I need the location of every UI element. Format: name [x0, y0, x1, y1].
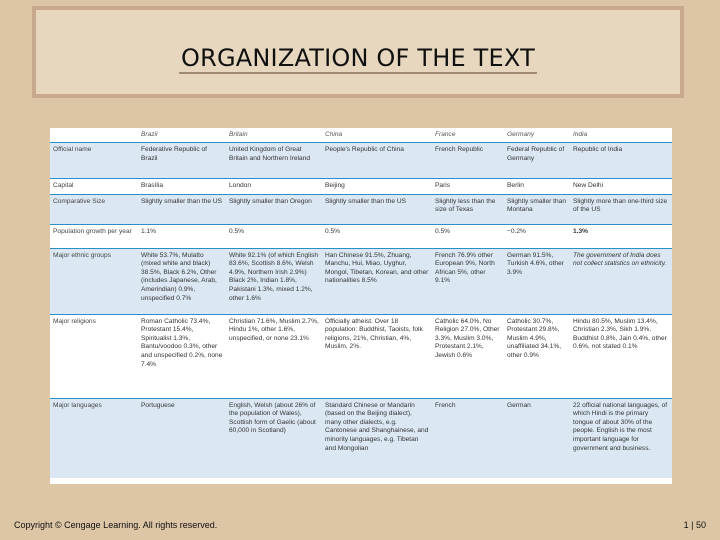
table-cell: Brasília [138, 179, 226, 195]
table-row [50, 224, 672, 248]
table-row [50, 248, 672, 314]
row-label: Major religions [50, 314, 138, 398]
table-cell: Slightly smaller than the US [138, 194, 226, 224]
table-cell: 22 official national languages, of which Hindi is the primary tongue of about 30% of the people. English is the most important language for government and business. [570, 398, 672, 478]
table-cell: 0.5% [226, 224, 322, 248]
table-cell: 1.3% [570, 224, 672, 248]
table-cell: Federal Republic of Germany [504, 143, 570, 179]
table-cell: White 53.7%, Mulatto (mixed white and black) 38.5%, Black 6.2%, Other (includes Japanese, Arab, Amerindian) 0.9%, unspecified 0.7% [138, 248, 226, 314]
table-row [50, 314, 672, 398]
table-row [50, 179, 672, 195]
table-cell: −0.2% [504, 224, 570, 248]
title-frame [32, 6, 684, 98]
table-cell: French [432, 398, 504, 478]
row-label: Major ethnic groups [50, 248, 138, 314]
table-cell: Slightly less than the size of Texas [432, 194, 504, 224]
table-cell: French Republic [432, 143, 504, 179]
row-label: Official name [50, 143, 138, 179]
header-cell: Germany [507, 130, 535, 138]
country-comparison-table [50, 128, 672, 484]
table-cell: White 92.1% (of which English 83.6%, Scottish 8.6%, Welsh 4.9%, Northern Irish 2.9%) Black 2%, Indian 1.8%, Pakistani 1.3%, mixed 1.2%, other 1.6% [226, 248, 322, 314]
table-cell: Slightly smaller than Montana [504, 194, 570, 224]
table-cell: 0.5% [432, 224, 504, 248]
header-cell [50, 128, 138, 143]
table-cell: English, Welsh (about 26% of the population of Wales), Scottish form of Gaelic (about 60,000 in Scotland) [226, 398, 322, 478]
table-cell: Officially atheist. Over 18 population: Buddhist, Taoists, folk religions, 21%, Christian, 4%, Muslim, 2%. [322, 314, 432, 398]
slide-title [36, 44, 680, 72]
table-cell: Standard Chinese or Mandarin (based on the Beijing dialect), many other dialects, e.g. Cantonese and Shanghainese, and minority languages, e.g. Tibetan and Mongolian [322, 398, 432, 478]
row-label: Population growth per year [50, 224, 138, 248]
header-cell: France [435, 130, 456, 138]
table-cell: Berlin [504, 179, 570, 195]
table-cell: Hindu 80.5%, Muslim 13.4%, Christian 2.3%, Sikh 1.9%, Buddhist 0.8%, Jain 0.4%, other 0.6%, not stated 0.1% [570, 314, 672, 398]
table-cell: The government of India does not collect statistics on ethnicity. [570, 248, 672, 314]
row-label: Capital [50, 179, 138, 195]
table-cell: Slightly smaller than the US [322, 194, 432, 224]
table-cell: Christian 71.6%, Muslim 2.7%, Hindu 1%, other 1.6%, unspecified, or none 23.1% [226, 314, 322, 398]
comparison-table [50, 128, 672, 478]
table-cell: German 91.5%, Turkish 4.6%, other 3.9% [504, 248, 570, 314]
table-cell: Han Chinese 91.5%, Zhuang, Manchu, Hui, Miao, Uyghur, Mongol, Tibetan, Korean, and other nationalities 8.5% [322, 248, 432, 314]
table-row [50, 398, 672, 478]
row-label: Comparative Size [50, 194, 138, 224]
table-cell: Federative Republic of Brazil [138, 143, 226, 179]
page-number: 1 | 50 [683, 520, 706, 530]
table-cell: 1.1% [138, 224, 226, 248]
table-cell: German [504, 398, 570, 478]
table-cell: Slightly smaller than Oregon [226, 194, 322, 224]
header-cell: China [325, 130, 343, 138]
table-header-row [50, 128, 672, 143]
row-label: Major languages [50, 398, 138, 478]
slide-title-text: ORGANIZATION OF THE TEXT [181, 44, 535, 72]
table-cell: French 76.9% other European 9%, North African 5%, other 9.1% [432, 248, 504, 314]
table-cell: Slightly more than one-third size of the US [570, 194, 672, 224]
table-cell: Portuguese [138, 398, 226, 478]
table-cell: Catholic 30.7%, Protestant 29.8%, Muslim 4.9%, unaffiliated 34.1%, other 0.9% [504, 314, 570, 398]
table-cell: Republic of India [570, 143, 672, 179]
table-cell: 0.5% [322, 224, 432, 248]
table-cell: Roman Catholic 73.4%, Protestant 15.4%, Spiritualist 1.3%, Bantu/voodoo 0.3%, other and unspecified 0.2%, none 7.4% [138, 314, 226, 398]
header-cell: India [573, 130, 588, 138]
table-cell: Catholic 64.0%, No Religion 27.0%, Other 3.3%, Muslim 3.0%, Protestant 2.1%, Jewish 0.6% [432, 314, 504, 398]
copyright-notice: Copyright © Cengage Learning. All rights reserved. [14, 520, 218, 530]
header-cell: Britain [229, 130, 248, 138]
table-cell: New Delhi [570, 179, 672, 195]
header-cell: Brazil [141, 130, 158, 138]
table-row [50, 194, 672, 224]
table-row [50, 143, 672, 179]
table-cell: Paris [432, 179, 504, 195]
table-cell: People's Republic of China [322, 143, 432, 179]
table-cell: Beijing [322, 179, 432, 195]
table-cell: United Kingdom of Great Britain and Northern Ireland [226, 143, 322, 179]
table-cell: London [226, 179, 322, 195]
